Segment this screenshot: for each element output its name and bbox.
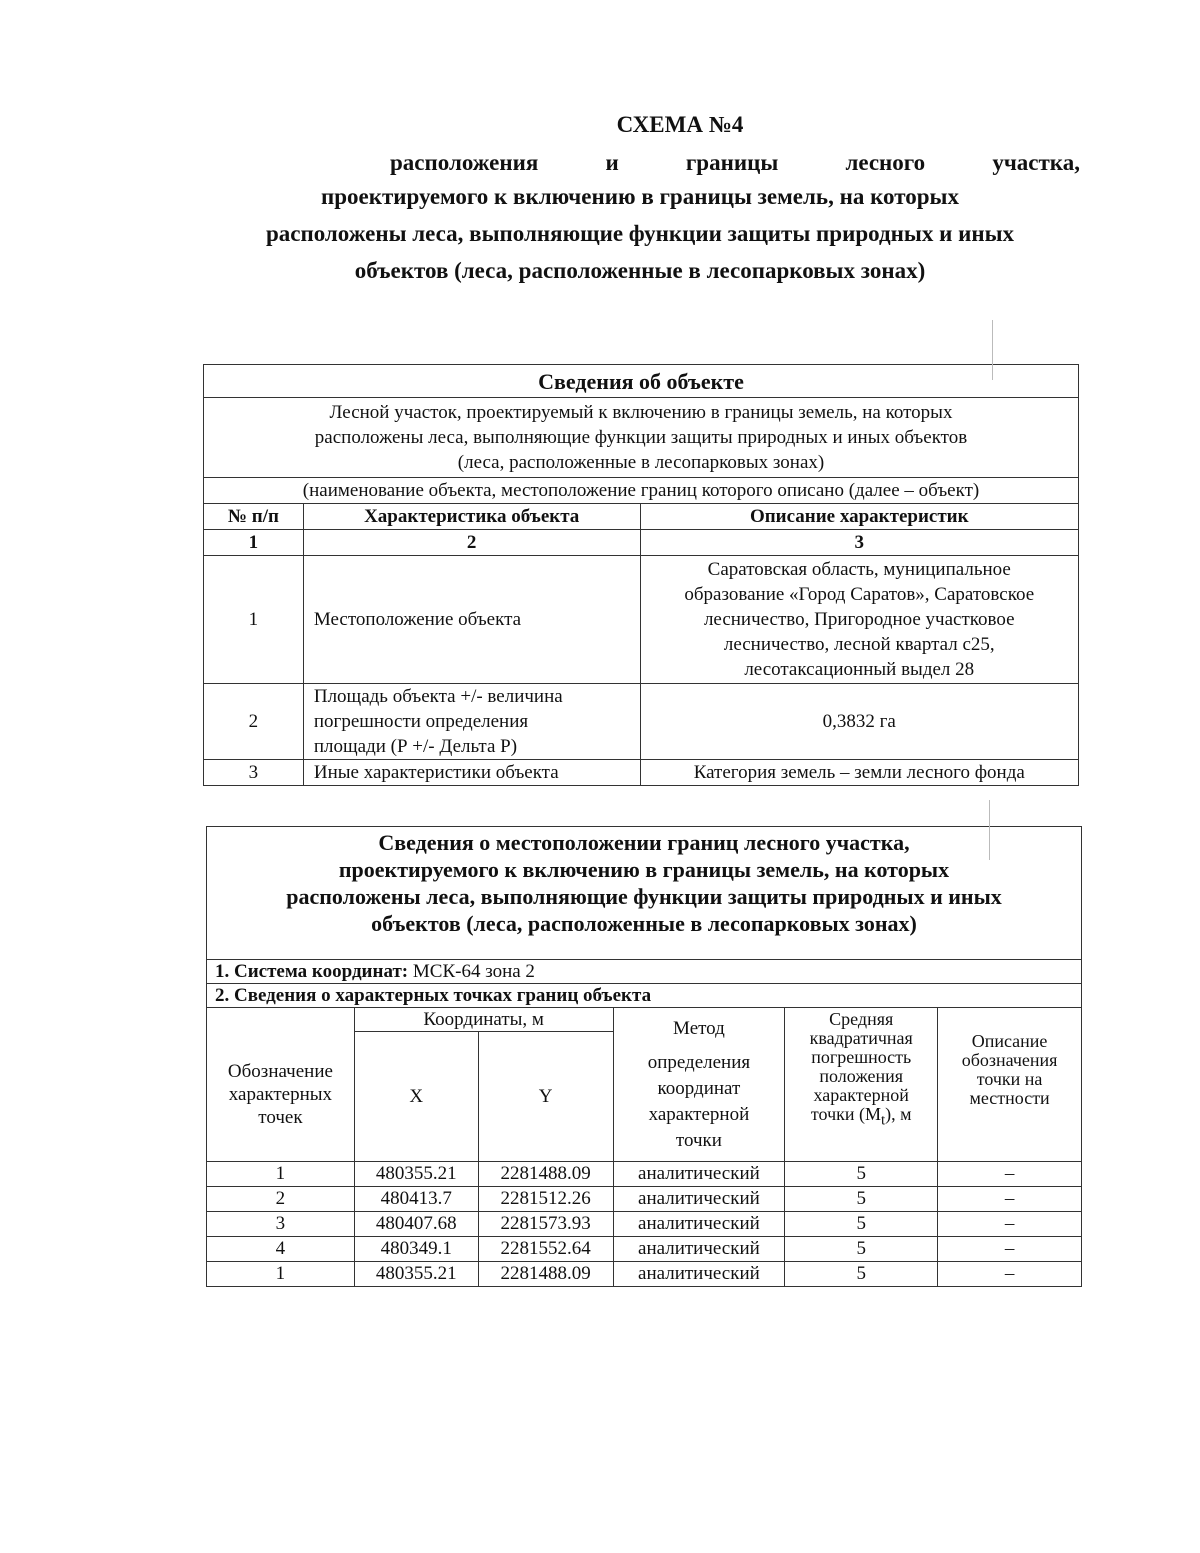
- heading-line: объектов (леса, расположенные в лесопарковых зонах): [371, 911, 917, 936]
- object-info-table: [203, 364, 1079, 786]
- column-header-point-description: [938, 1008, 1082, 1162]
- point-description: –: [938, 1237, 1082, 1262]
- point-x: 480349.1: [354, 1237, 478, 1262]
- point-method: аналитический: [613, 1162, 785, 1187]
- point-error: 5: [785, 1187, 938, 1212]
- column-number: 3: [640, 530, 1079, 556]
- column-number: 1: [204, 530, 304, 556]
- column-header-designation: [207, 1008, 355, 1162]
- table-row: [207, 1262, 1082, 1287]
- header-line: точки: [675, 1129, 722, 1151]
- point-x: 480413.7: [354, 1187, 478, 1212]
- description-line: лесничество, Пригородное участковое: [703, 609, 1015, 630]
- title-word: и: [605, 150, 619, 175]
- row-number: 2: [204, 684, 304, 760]
- point-y: 2281488.09: [478, 1162, 613, 1187]
- point-method: аналитический: [613, 1212, 785, 1237]
- header-line: погрешность: [811, 1047, 912, 1067]
- header-line: Метод: [673, 1017, 725, 1039]
- row-description: 0,3832 га: [640, 684, 1079, 760]
- header-line: точки на: [976, 1069, 1043, 1089]
- point-method: аналитический: [613, 1262, 785, 1287]
- table-row: [204, 684, 1079, 760]
- title-word: участка,: [992, 150, 1080, 175]
- object-info-heading: Сведения об объекте: [204, 365, 1079, 398]
- title-line: расположены леса, выполняющие функции защиты природных и иных: [265, 221, 1015, 246]
- object-name-caption: (наименование объекта, местоположение границ которого описано (далее – объект): [204, 478, 1079, 504]
- point-description: –: [938, 1162, 1082, 1187]
- point-error: 5: [785, 1262, 938, 1287]
- point-method: аналитический: [613, 1187, 785, 1212]
- header-line: [791, 1105, 931, 1131]
- description-line: лесотаксационный выдел 28: [744, 659, 975, 680]
- row-description: [640, 556, 1079, 684]
- description-line: лесничество, лесной квартал с25,: [723, 634, 995, 655]
- header-line: Обозначение: [227, 1061, 333, 1082]
- document-title: [200, 112, 1080, 289]
- title-word: границы: [685, 150, 779, 175]
- description-line: Саратовская область, муниципальное: [707, 559, 1011, 580]
- title-word: расположения: [390, 150, 539, 175]
- boundary-info-heading: [207, 827, 1082, 960]
- characteristic-line: площади (Р +/- Дельта Р): [313, 736, 518, 757]
- title-line: объектов (леса, расположенные в лесопарковых зонах): [354, 258, 926, 283]
- point-description: –: [938, 1187, 1082, 1212]
- column-header-coordinates: Координаты, м: [354, 1008, 613, 1032]
- column-header-error: [785, 1008, 938, 1162]
- point-description: –: [938, 1212, 1082, 1237]
- coordinate-system-label: 1. Система координат:: [215, 961, 409, 982]
- point-id: 3: [207, 1212, 355, 1237]
- boundary-info-table: [206, 826, 1082, 1287]
- point-y: 2281573.93: [478, 1212, 613, 1237]
- object-name: [204, 398, 1079, 478]
- point-x: 480355.21: [354, 1162, 478, 1187]
- object-name-line: Лесной участок, проектируемый к включению в границы земель, на которых: [329, 402, 953, 423]
- column-header-x: X: [354, 1032, 478, 1162]
- point-y: 2281552.64: [478, 1237, 613, 1262]
- point-error: 5: [785, 1237, 938, 1262]
- row-characteristic: [303, 684, 640, 760]
- table-row: [207, 1187, 1082, 1212]
- row-description: Категория земель – земли лесного фонда: [640, 760, 1079, 786]
- column-header-characteristic: Характеристика объекта: [303, 504, 640, 530]
- object-name-line: расположены леса, выполняющие функции защиты природных и иных объектов: [314, 427, 968, 448]
- heading-line: Сведения о местоположении границ лесного участка,: [378, 830, 910, 855]
- point-y: 2281488.09: [478, 1262, 613, 1287]
- characteristic-line: Площадь объекта +/- величина: [313, 686, 563, 707]
- characteristic-line: погрешности определения: [313, 711, 529, 732]
- point-y: 2281512.26: [478, 1187, 613, 1212]
- header-line: координат: [657, 1077, 741, 1099]
- column-header-number: № п/п: [204, 504, 304, 530]
- title-line-1: [200, 150, 1080, 176]
- coordinate-system-value: МСК-64 зона 2: [412, 961, 535, 982]
- header-line: квадратичная: [809, 1028, 913, 1048]
- header-line: местности: [969, 1088, 1050, 1108]
- row-number: 3: [204, 760, 304, 786]
- column-number: 2: [303, 530, 640, 556]
- object-name-line: (леса, расположенные в лесопарковых зонах): [457, 452, 825, 473]
- scan-artifact: [992, 320, 993, 380]
- header-line: точек: [258, 1107, 303, 1128]
- header-text: ), м: [885, 1104, 912, 1124]
- point-method: аналитический: [613, 1237, 785, 1262]
- column-header-y: Y: [478, 1032, 613, 1162]
- scheme-number: СХЕМА №4: [616, 112, 744, 137]
- header-line: определения: [647, 1051, 751, 1073]
- header-line: положения: [819, 1066, 904, 1086]
- point-x: 480355.21: [354, 1262, 478, 1287]
- point-error: 5: [785, 1212, 938, 1237]
- table-row: [207, 1212, 1082, 1237]
- table-row: [204, 556, 1079, 684]
- row-number: 1: [204, 556, 304, 684]
- point-description: –: [938, 1262, 1082, 1287]
- point-id: 1: [207, 1262, 355, 1287]
- scan-artifact: [989, 800, 990, 860]
- header-subscript: t: [881, 1112, 886, 1129]
- point-id: 2: [207, 1187, 355, 1212]
- header-line: Описание: [971, 1031, 1048, 1051]
- table-row: [207, 1237, 1082, 1262]
- title-line: проектируемого к включению в границы земель, на которых: [321, 184, 959, 209]
- row-characteristic: Иные характеристики объекта: [303, 760, 640, 786]
- point-x: 480407.68: [354, 1212, 478, 1237]
- table-row: [204, 760, 1079, 786]
- header-line: обозначения: [961, 1050, 1058, 1070]
- column-header-description: Описание характеристик: [640, 504, 1079, 530]
- header-line: характерных: [228, 1084, 333, 1105]
- point-error: 5: [785, 1162, 938, 1187]
- heading-line: проектируемого к включению в границы земель, на которых: [338, 857, 950, 882]
- header-text: точки (M: [810, 1104, 881, 1124]
- header-line: характерной: [648, 1103, 750, 1125]
- heading-line: расположены леса, выполняющие функции защиты природных и иных: [286, 884, 1002, 909]
- title-word: лесного: [845, 150, 926, 175]
- description-line: образование «Город Саратов», Саратовское: [684, 584, 1035, 605]
- title-rest: [200, 178, 1080, 289]
- column-header-method: [613, 1008, 785, 1162]
- table-row: [207, 1162, 1082, 1187]
- point-id: 1: [207, 1162, 355, 1187]
- header-line: Средняя: [829, 1009, 894, 1029]
- points-heading: 2. Сведения о характерных точках границ объекта: [207, 984, 1082, 1008]
- point-id: 4: [207, 1237, 355, 1262]
- header-line: характерной: [813, 1085, 909, 1105]
- coordinate-system: [207, 960, 1082, 984]
- row-characteristic: Местоположение объекта: [303, 556, 640, 684]
